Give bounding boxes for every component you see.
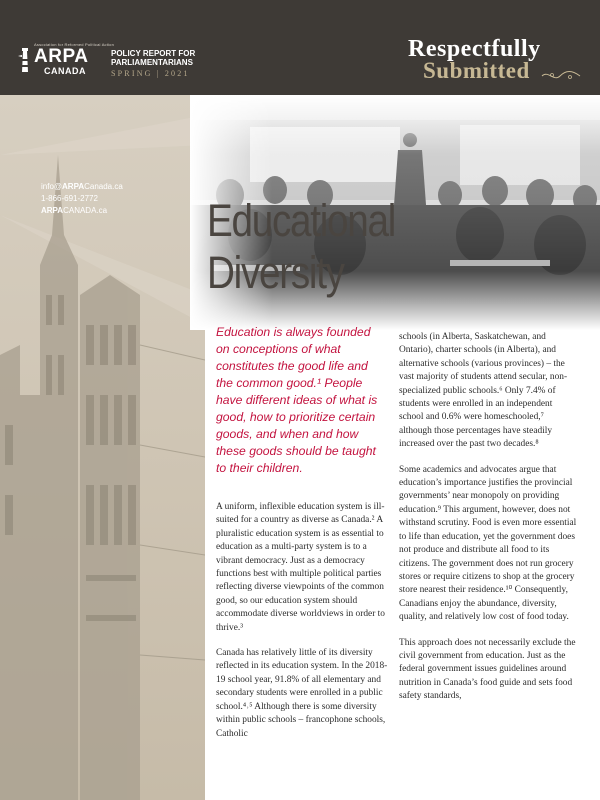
- body-paragraph: This approach does not necessarily exclude the civil government from education. Just as the federal government issues guidelines around nutrition in Canada’s food guide and sets food safety standards,: [399, 637, 576, 702]
- lighthouse-icon: [18, 48, 32, 74]
- lead-paragraph: Education is always founded on conceptions of what constitutes the good life and the common good.¹ People have different ideas of what is good, how to prioritize certain goods, and when and how these goods should be taught to their children.: [216, 325, 378, 475]
- brand-line-1: Respectfully: [408, 36, 541, 62]
- body-paragraph: A uniform, inflexible education system is ill-suited for a country as diverse as Canada.² A pluralistic education system is as essential to education as a multi-party system is to a vibrant democracy. Just as a democracy functions best with multiple political parties reflecting diverse viewpoints of the common good, so our education system should accommodate diverse worldviews in order to thrive.³: [216, 502, 385, 633]
- org-logo-text: ARPA: [34, 46, 89, 67]
- body-paragraph: Canada has relatively little of its diversity reflected in its education system. In the 2018-19 school year, 91.8% of all elementary and secondary students were enrolled in a public school.⁴˒⁵ Although there is some diversity within public schools – francophone schools, Catholic: [216, 648, 388, 739]
- article-title: [207, 195, 395, 299]
- report-season: SPRING | 2021: [111, 69, 190, 78]
- contact-website[interactable]: ARPACANADA.ca: [41, 206, 108, 215]
- org-country: CANADA: [44, 66, 86, 76]
- contact-phone[interactable]: 1-866-691-2772: [41, 194, 98, 203]
- org-tagline: Association for Reformed Political Action: [34, 42, 115, 47]
- report-type: POLICY REPORT FOR PARLIAMENTARIANS: [111, 49, 196, 67]
- body-paragraph: schools (in Alberta, Saskatchewan, and Ontario), charter schools (in Alberta), and alternative schools (various provinces) – the vast majority of students attend secular, non-specialized public schools.⁶ Only 7.4% of students were enrolled in an independent school and 0.6% were homeschooled,⁷ although those percentages have steadily increased over the past two decades.⁸: [399, 332, 568, 450]
- article-title-line-1: Educational: [207, 195, 396, 246]
- contact-email[interactable]: info@ARPACanada.ca: [41, 182, 123, 191]
- flourish-ornament-icon: [540, 70, 582, 82]
- article-title-line-2: Diversity: [207, 247, 344, 298]
- contact-block: [41, 181, 123, 217]
- report-header: [0, 0, 600, 95]
- brand-line-2: Submitted: [423, 58, 530, 83]
- body-paragraph: Some academics and advocates argue that education’s importance justifies the provincial governments’ near monopoly on providing education.⁹ This argument, however, does not withstand scrutiny. Food is even more essential to life than education, yet the government does not produce and distribute all food to its citizens. The government does not run grocery stores or require citizens to shop at the grocery store nearest their residence.¹⁰ Consequently, Canadians enjoy the abundance, diversity, quality, and relatively low cost of food today.: [399, 464, 577, 623]
- body-column-1: [216, 501, 391, 753]
- body-column-2: [399, 331, 579, 716]
